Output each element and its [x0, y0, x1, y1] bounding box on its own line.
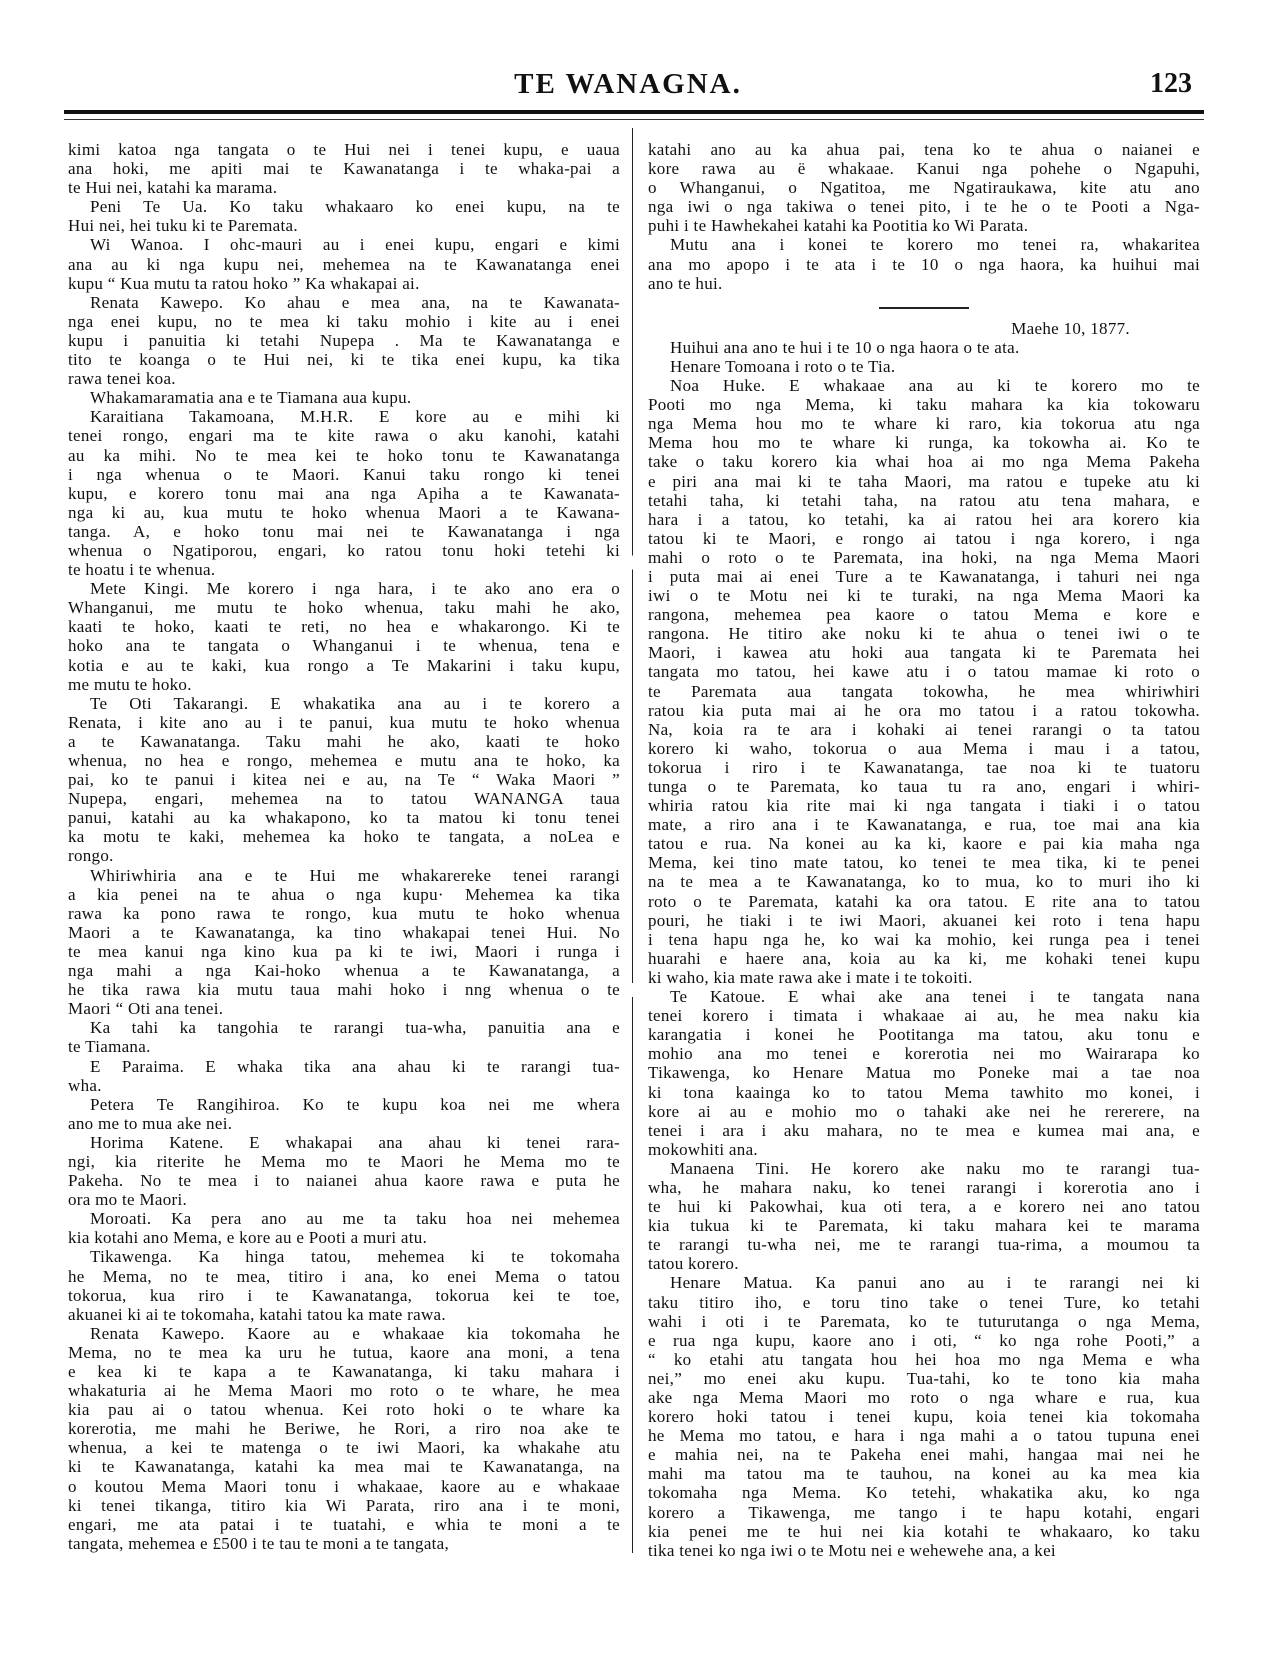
- text-line: whenua, a kei te matenga o te iwi Maori, ka whakahe atu: [68, 1438, 620, 1458]
- text-line: wha, he mahara naku, ko tenei rarangi i korerotia ano i: [648, 1177, 1200, 1197]
- text-line: Noa Huke. E whakaae ana au ki te korero mo te: [670, 376, 1200, 396]
- text-line: Tikawenga, ko Henare Matua mo Poneke mai a tae noa: [648, 1063, 1200, 1083]
- right-column: [648, 140, 1200, 1560]
- text-line: ana hoki, me apiti mai te Kawanatanga i te whaka-pai a: [68, 159, 620, 179]
- paragraph: [68, 407, 620, 579]
- text-line: ana mo apopo i te ata i te 10 o nga haora, ka huihui mai: [648, 254, 1200, 274]
- text-line: kotia e au te kaki, kua rongo a Te Makarini i taku kupu,: [68, 655, 620, 675]
- paragraph: [68, 1133, 620, 1209]
- text-line: kupu, e korero tonu mai ana nga Apiha a te Kawanata-: [68, 483, 620, 503]
- text-line: Mete Kingi. Me korero i nga hara, i te ako ano era o: [90, 579, 620, 599]
- text-line: nga iwi o nga takiwa o tenei pito, i te he o te Pooti a Nga-: [648, 197, 1200, 217]
- paragraph: [648, 357, 1200, 376]
- text-line: a kia penei na te ahua o nga kupu· Mehemea ka tika: [68, 884, 620, 904]
- paragraph: [648, 1159, 1200, 1274]
- text-line: Whanganui, me mutu te hoko whenua, taku mahi he ako,: [68, 598, 620, 618]
- text-line: nei,” mo enei aku kupu. Tua-tahi, ko te tono kia maha: [648, 1368, 1200, 1388]
- page-number: 123: [1150, 68, 1192, 99]
- paragraph: [648, 338, 1200, 357]
- text-line: Te Katoue. E whai ake ana tenei i te tangata nana: [670, 987, 1200, 1007]
- text-line: tenei i ara i aku mahara, no te mea e kumea mai ana, e: [648, 1120, 1200, 1140]
- text-line: huarahi e haere ana, koia au ka ki, me kohaki tenei kupu: [648, 948, 1200, 968]
- text-line: o koutou Mema Maori tonu i whakaae, kaore au e whakaae: [68, 1476, 620, 1496]
- text-line: Na, koia ra te ara i kohaki ai tenei rarangi o ta tatou: [648, 719, 1200, 739]
- text-line: tatou korero.: [648, 1254, 739, 1274]
- paragraph: [648, 1273, 1200, 1559]
- text-line: Henare Matua. Ka panui ano au i te rarangi nei ki: [670, 1273, 1200, 1293]
- text-line: tangata, mehemea e £500 i te tau te moni a te tangata,: [68, 1533, 450, 1553]
- paragraph: [68, 1095, 620, 1133]
- paragraph: [648, 376, 1200, 987]
- dateline: Maehe 10, 1877.: [1011, 318, 1130, 338]
- paragraph: [68, 1018, 620, 1056]
- text-line: wha.: [68, 1075, 102, 1095]
- text-line: ano te hui.: [648, 273, 723, 293]
- text-line: nga enei kupu, no te mea ki taku mohio i kite au i enei: [68, 311, 620, 331]
- text-line: hara i a tatou, ko tetahi, ka ai ratou hei ara korero kia: [648, 509, 1200, 529]
- text-line: Tikawenga. Ka hinga tatou, mehemea ki te tokomaha: [90, 1247, 620, 1267]
- text-line: Wi Wanoa. I ohc-mauri au i enei kupu, engari e kimi: [90, 235, 620, 255]
- text-line: “ ko etahi atu tangata hou hei hoa mo nga Mema e wha: [648, 1349, 1200, 1369]
- paragraph: [68, 694, 620, 866]
- paragraph: [648, 235, 1200, 292]
- text-line: rawa ka pono rawa te rongo, kua mutu te hoko whenua: [68, 903, 620, 923]
- paragraph: [648, 987, 1200, 1159]
- text-line: he Mema mo tatou, e hara i nga mahi a o tatou tupuna enei: [648, 1426, 1200, 1446]
- paragraph: [68, 866, 620, 1019]
- text-line: wahi i oti i te Paremata, ko te tuturutanga o nga Mema,: [648, 1311, 1200, 1331]
- text-line: Mema, no te mea ka uru he tutua, kaore ana moni, a tena: [68, 1342, 620, 1362]
- text-line: Ka tahi ka tangohia te rarangi tua-wha, panuitia ana e: [90, 1018, 620, 1038]
- text-line: kore rawa au ë whakaae. Kanui nga pohehe o Ngapuhi,: [648, 159, 1200, 179]
- text-line: mohio ana mo tenei e korerotia nei mo Wairarapa ko: [648, 1044, 1200, 1064]
- text-line: Pakeha. No te mea i to naianei ahua kaore rawa e puta he: [68, 1171, 620, 1191]
- right-column-before-break: [648, 140, 1200, 293]
- text-line: hoko ana te tangata o Whanganui i te whenua, tena e: [68, 636, 620, 656]
- text-line: tatou ki te Maori, e rongo ai tatou i nga korero, i nga: [648, 528, 1200, 548]
- text-line: Nupepa, engari, mehemea na to tatou WANANGA taua: [68, 789, 620, 809]
- text-line: te Tiamana.: [68, 1037, 151, 1057]
- text-line: tokomaha nga Mema. Ko tetehi, whakatika aku, ko nga: [648, 1483, 1200, 1503]
- text-line: Te Oti Takarangi. E whakatika ana au i te korero a: [90, 693, 620, 713]
- text-line: Huihui ana ano te hui i te 10 o nga haora o te ata.: [670, 337, 1020, 357]
- text-line: whiria ratou kia rite mai ki nga tangata i tiaki i o tatou: [648, 796, 1200, 816]
- text-line: Petera Te Rangihiroa. Ko te kupu koa nei me whera: [90, 1094, 620, 1114]
- text-line: ora mo te Maori.: [68, 1190, 188, 1210]
- column-divider: [632, 128, 633, 1553]
- text-line: i nga whenua o te Maori. Kanui taku rongo ki tenei: [68, 464, 620, 484]
- paragraph: [68, 140, 620, 197]
- text-line: e rua nga kupu, kaore ano i oti, “ ko nga rohe Pooti,” a: [648, 1330, 1200, 1350]
- text-line: he tika rawa kia mutu taua mahi hoko i nng whenua o te: [68, 980, 620, 1000]
- text-line: ki te Kawanatanga, katahi ka mea mai te Kawanatanga, na: [68, 1457, 620, 1477]
- text-line: mokowhiti ana.: [648, 1139, 758, 1159]
- text-line: tenei korero i timata i whakaae ai au, he mea naku kia: [648, 1006, 1200, 1026]
- text-line: kia kotahi ano Mema, e kore au e Pooti a muri atu.: [68, 1228, 428, 1248]
- text-line: mahi o roto o te Paremata, ina hoki, na nga Mema Maori: [648, 547, 1200, 567]
- text-line: Henare Tomoana i roto o te Tia.: [670, 356, 896, 376]
- text-line: te hui ki Pakowhai, kua oti tera, a e korero nei ano tatou: [648, 1197, 1200, 1217]
- text-line: ake nga Mema Maori mo roto o nga whare e rua, kua: [648, 1388, 1200, 1407]
- text-line: kaati te hoko, kaati te reti, no hea e whakarongo. Ki te: [68, 617, 620, 637]
- text-line: puhi i te Hawhekahei katahi ka Pootitia ko Wi Parata.: [648, 216, 1029, 236]
- text-line: te Hui nei, katahi ka marama.: [68, 178, 278, 198]
- text-line: ki tenei tikanga, titiro kia Wi Parata, riro ana i te moni,: [68, 1495, 620, 1515]
- text-line: panui, katahi au ka whakapono, ko ta matou ki tonu tenei: [68, 808, 620, 828]
- header-rule-thick: [64, 110, 1204, 114]
- text-line: rangona. He titiro ake noku ki te ahua o tenei iwi o te: [648, 624, 1200, 644]
- right-column-after-break: [648, 338, 1200, 1560]
- text-line: te hoatu i te whenua.: [68, 560, 216, 580]
- paragraph: [68, 1057, 620, 1095]
- text-line: au ka mihi. No te mea kei te hoko tonu te Kawanatanga: [68, 445, 620, 465]
- text-line: i tena hapu nga he, ko wai ka mohio, kei runga pea i tenei: [648, 929, 1200, 949]
- text-line: korero hoki tatou i tenei kupu, koia tenei kia tokomaha: [648, 1407, 1200, 1427]
- text-line: korero a Tikawenga, me tango i te hapu kotahi, engari: [648, 1502, 1200, 1522]
- text-line: tito te koanga o te Hui nei, ki te tika enei kupu, ka tika: [68, 350, 620, 370]
- text-line: rawa tenei koa.: [68, 369, 176, 389]
- text-line: Renata Kawepo. Ko ahau e mea ana, na te Kawanata-: [90, 292, 620, 312]
- text-line: ngi, kia riterite he Mema mo te Maori he Mema mo te: [68, 1151, 620, 1171]
- text-line: tangata mo tatou, hei kawe atu i o tatou mamae ki roto o: [648, 662, 1200, 682]
- text-line: pai, ko te panui i kitea nei e au, na Te “ Waka Maori ”: [68, 770, 620, 790]
- text-line: ratou kia puta mai ai he ora mo tatou i a ratou tokowha.: [648, 700, 1200, 720]
- text-line: karangatia i konei he Pootitanga ma tatou, aku tonu e: [648, 1025, 1200, 1045]
- text-line: Maori a te Kawanatanga, ka tino whakapai tenei Hui. No: [68, 922, 620, 942]
- text-line: Renata, i kite ano au i te panui, kua mutu te hoko whenua: [68, 712, 620, 732]
- text-line: nga ki au, kua mutu te hoko whenua Maori a te Kawana-: [68, 502, 620, 522]
- paragraph: [68, 1209, 620, 1247]
- text-line: kimi katoa nga tangata o te Hui nei i tenei kupu, e uaua: [68, 140, 620, 159]
- text-line: ka motu te kaki, mehemea ka hoko te tangata, a noLea e: [68, 827, 620, 847]
- text-line: iwi o te Motu nei ki te turaki, na nga Mema Maori ka: [648, 586, 1200, 606]
- text-line: E Paraima. E whaka tika ana ahau ki te rarangi tua-: [90, 1056, 620, 1076]
- text-line: ana au ki nga kupu nei, mehemea na te Kawanatanga enei: [68, 254, 620, 274]
- text-line: engari, me ata patai i te tuatahi, e whia te moni a te: [68, 1514, 620, 1534]
- text-line: Mema hou mo te whare ki runga, ka tokowha ai. Ko te: [648, 433, 1200, 453]
- paragraph: [68, 388, 620, 407]
- text-line: me mutu te hoko.: [68, 674, 192, 694]
- text-line: tatou e rua. Na konei au ka ki, kaore e pai kia maha nga: [648, 834, 1200, 854]
- text-line: Renata Kawepo. Kaore au e whakaae kia tokomaha he: [90, 1323, 620, 1343]
- text-line: pouri, he tiaki i te iwi Maori, akuanei kei roto i tena hapu: [648, 910, 1200, 930]
- text-line: kupu i panuitia ki tetahi Nupepa . Ma te Kawanatanga e: [68, 330, 620, 350]
- paragraph: [68, 293, 620, 388]
- paragraph: [68, 579, 620, 694]
- text-line: rongo.: [68, 846, 114, 866]
- header-rule-thin: [64, 119, 1204, 120]
- paragraph: [68, 197, 620, 235]
- text-line: Hui nei, hei tuku ki te Paremata.: [68, 216, 298, 236]
- text-line: Maori, i kawea atu hoki aua tangata ki te Paremata hei: [648, 643, 1200, 663]
- text-line: mate, a riro ana i te Kawanatanga, e rua, toe mai ana kia: [648, 815, 1200, 835]
- text-line: Peni Te Ua. Ko taku whakaaro ko enei kupu, na te: [90, 197, 620, 217]
- text-line: kupu “ Kua mutu ta ratou hoko ” Ka whakapai ai.: [68, 273, 420, 293]
- text-line: Horima Katene. E whakapai ana ahau ki tenei rara-: [90, 1132, 620, 1152]
- text-line: e kea ki te kapa a te Kawanatanga, ki taku mahara i: [68, 1362, 620, 1381]
- text-line: tenei rongo, engari ma te kite rawa o aku kanohi, katahi: [68, 426, 620, 446]
- paragraph: [68, 1247, 620, 1323]
- text-line: kore ai au e mohio mo o tahaki ake nei he rererere, na: [648, 1101, 1200, 1121]
- text-line: Whiriwhiria ana e te Hui me whakarereke tenei rarangi: [90, 865, 620, 885]
- text-line: katahi ano au ka ahua pai, tena ko te ahua o naianei e: [648, 140, 1200, 159]
- text-line: whakaturia ai he Mema Maori mo roto o te whare, he mea: [68, 1381, 620, 1401]
- paragraph: [68, 1324, 620, 1553]
- text-line: taku titiro iho, e toru tino take o tenei Ture, ko tetahi: [648, 1292, 1200, 1312]
- text-line: whenua o Ngatiporou, engari, ko ratou tonu hoki tetehi ki: [68, 540, 620, 560]
- paragraph: [648, 140, 1200, 235]
- text-line: te Paremata aua tangata tokowha, he mea whiriwhiri: [648, 681, 1200, 701]
- text-line: Mema, kei tino mate tatou, ko tenei te mea tika, ki te penei: [648, 853, 1200, 873]
- text-line: Moroati. Ka pera ano au me ta taku hoa nei mehemea: [90, 1209, 620, 1229]
- left-column: [68, 140, 620, 1553]
- text-line: tanga. A, e hoko tonu mai nei te Kawanatanga i nga: [68, 521, 620, 541]
- text-line: o Whanganui, o Ngatitoa, me Ngatiraukawa, kite atu ano: [648, 178, 1200, 198]
- text-line: ano me to mua ake nei.: [68, 1113, 233, 1133]
- section-divider: [879, 307, 969, 309]
- text-line: mahi ma tatou ma te tauhou, na konei au ka mea kia: [648, 1464, 1200, 1484]
- text-line: rangona, mehemea pea kaore o tatou Mema e kore e: [648, 605, 1200, 625]
- text-line: i puta mai ai enei Ture a te Kawanatanga, i tahuri nei nga: [648, 566, 1200, 586]
- text-line: Mutu ana i konei te korero mo tenei ra, whakaritea: [670, 235, 1200, 255]
- text-line: roto o te Paremata, katahi ka ora tatou. E rite ana to tatou: [648, 891, 1200, 911]
- text-line: take o taku korero kia whai hoa ai mo nga Mema Pakeha: [648, 452, 1200, 472]
- newspaper-title: TE WANAGNA.: [514, 68, 742, 100]
- text-line: kia penei me te hui nei kia kotahi te whakaaro, ko taku: [648, 1521, 1200, 1541]
- text-line: kia tukua ki te Paremata, ki taku mahara kei te marama: [648, 1216, 1200, 1236]
- text-line: tika tenei ko nga iwi o te Motu nei e wehewehe ana, a kei: [648, 1540, 1056, 1560]
- text-line: e mahia nei, na te Pakeha enei mahi, hangaa mai nei he: [648, 1445, 1200, 1465]
- text-line: na te mea a te Kawanatanga, ko to mua, ko to muri iho ki: [648, 872, 1200, 892]
- text-line: e piri ana mai ki te taha Maori, ma ratou e tupeke atu ki: [648, 471, 1200, 491]
- text-line: te mea kanui nga kino kua pa ki te iwi, Maori i runga i: [68, 941, 620, 961]
- text-line: he Mema, no te mea, titiro i ana, ko enei Mema o tatou: [68, 1266, 620, 1286]
- text-line: ki tona kaainga ko to tatou Mema tawhito mo konei, i: [648, 1082, 1200, 1102]
- text-line: tetahi taha, ki tetahi taha, na ratou atu tena mahara, e: [648, 490, 1200, 510]
- text-line: tunga o te Paremata, ko taua tu ra ano, engari i whiri-: [648, 777, 1200, 796]
- text-line: tokorua i riro i te Kawanatanga, tae noa ki te tuatoru: [648, 757, 1200, 777]
- text-line: korero ki waho, tokorua o aua Mema i mau i a tatou,: [648, 738, 1200, 758]
- paragraph: [68, 235, 620, 292]
- text-line: Whakamaramatia ana e te Tiamana aua kupu.: [90, 388, 412, 408]
- text-line: nga mahi a nga Kai-hoko whenua a te Kawanatanga, a: [68, 961, 620, 981]
- text-line: kia pau ai o tatou whenua. Kei roto hoki o te whare ka: [68, 1400, 620, 1420]
- text-line: te rarangi tu-wha nei, me te rarangi tua-rima, a moumou ta: [648, 1235, 1200, 1255]
- text-line: Manaena Tini. He korero ake naku mo te rarangi tua-: [670, 1158, 1200, 1178]
- text-line: akuanei ki ai te tokomaha, katahi tatou ka mate rawa.: [68, 1304, 446, 1324]
- text-line: Karaitiana Takamoana, M.H.R. E kore au e mihi ki: [90, 407, 620, 427]
- text-line: a te Kawanatanga. Taku mahi he ako, kaati te hoko: [68, 731, 620, 751]
- text-line: korerotia, me mahi he Beriwe, he Rori, a riro noa ake te: [68, 1419, 620, 1439]
- text-line: nga Mema hou mo te whare ki raro, kia tokorua atu nga: [648, 414, 1200, 434]
- text-line: Pooti mo nga Mema, ki taku mahara ka kia tokowaru: [648, 395, 1200, 415]
- text-line: Maori “ Oti ana tenei.: [68, 999, 224, 1019]
- text-line: tokorua, kua riro i te Kawanatanga, tokorua kei te toe,: [68, 1285, 620, 1305]
- text-line: whenua, no hea e rongo, mehemea e mutu ana te hoko, ka: [68, 751, 620, 770]
- text-line: ki waho, kia mate rawa ake i mate i te tokoiti.: [648, 967, 973, 987]
